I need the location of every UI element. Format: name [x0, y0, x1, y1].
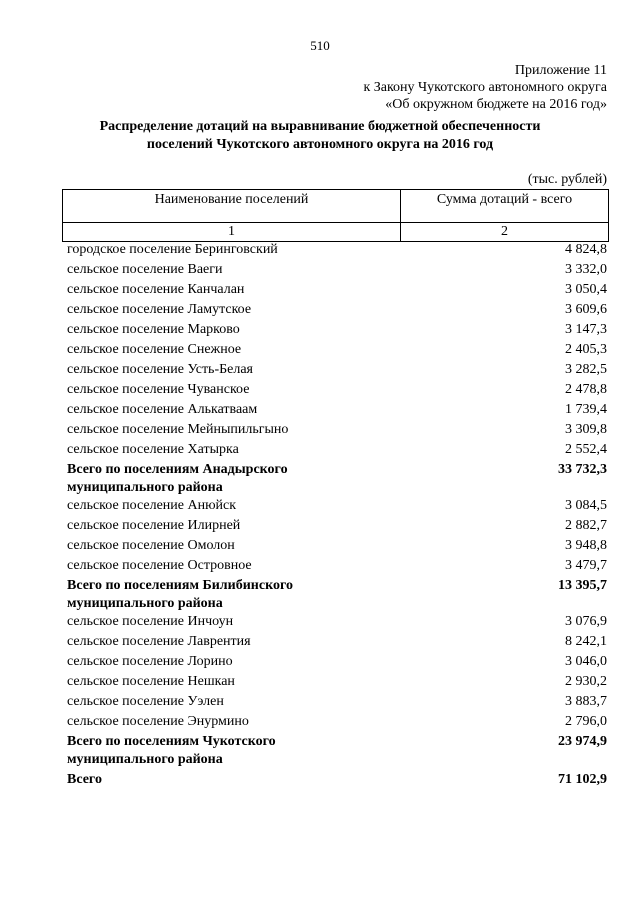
- settlement-name: сельское поселение Илирней: [67, 518, 241, 533]
- subsidy-value: 3 076,9: [565, 614, 607, 629]
- table-row: [67, 633, 607, 653]
- settlement-name: сельское поселение Уэлен: [67, 694, 224, 709]
- settlement-name: сельское поселение Хатырка: [67, 442, 239, 457]
- settlement-name: сельское поселение Энурмино: [67, 714, 249, 729]
- settlement-name: сельское поселение Снежное: [67, 342, 242, 357]
- table-row: [67, 557, 607, 577]
- settlement-name: сельское поселение Чуванское: [67, 382, 250, 397]
- table-row: [67, 421, 607, 441]
- table-row: [67, 693, 607, 713]
- subsidy-value: 13 395,7: [558, 578, 607, 593]
- table-row: [67, 441, 607, 461]
- table-row: [67, 613, 607, 633]
- table-row: [67, 241, 607, 261]
- subsidy-value: 33 732,3: [558, 462, 607, 477]
- table-row: [67, 361, 607, 381]
- title-line-1: Распределение дотаций на выравнивание бюджетной обеспеченности: [99, 119, 541, 134]
- header-settlement-name: Наименование поселений: [63, 190, 401, 223]
- table-row: [67, 497, 607, 517]
- subtotal-row: [67, 461, 607, 497]
- subsidy-value: 4 824,8: [565, 242, 607, 257]
- subsidy-value: 3 147,3: [565, 322, 607, 337]
- table-row: [67, 281, 607, 301]
- subsidy-value: 71 102,9: [558, 772, 607, 787]
- subsidy-value: 2 552,4: [565, 442, 607, 457]
- settlement-name: Всего: [67, 772, 102, 787]
- subsidy-value: 8 242,1: [565, 634, 607, 649]
- settlement-name: сельское поселение Усть-Белая: [67, 362, 253, 377]
- settlement-name: сельское поселение Анюйск: [67, 498, 237, 513]
- subsidy-value: 3 609,6: [565, 302, 607, 317]
- settlement-name: сельское поселение Марково: [67, 322, 240, 337]
- subsidy-value: 3 046,0: [565, 654, 607, 669]
- settlement-name: сельское поселение Ламутское: [67, 302, 252, 317]
- table-row: [67, 713, 607, 733]
- appendix-line-3: «Об окружном бюджете на 2016 год»: [385, 97, 607, 112]
- settlement-name: сельское поселение Канчалан: [67, 282, 245, 297]
- column-number-1: 1: [63, 223, 401, 242]
- settlement-name: сельское поселение Омолон: [67, 538, 235, 553]
- table-row: [67, 381, 607, 401]
- table-header: [62, 189, 609, 242]
- grand-total-row: [67, 771, 607, 791]
- column-number-2: 2: [401, 223, 609, 242]
- page-number: 510: [310, 38, 330, 53]
- settlement-name: сельское поселение Мейныпильгыно: [67, 422, 289, 437]
- subsidy-value: 2 405,3: [565, 342, 607, 357]
- subsidy-value: 3 883,7: [565, 694, 607, 709]
- table-row: [67, 341, 607, 361]
- document-title: [0, 118, 640, 154]
- subtotal-row: [67, 733, 607, 769]
- table-body: [67, 241, 607, 791]
- header-subsidy-total: Сумма дотаций - всего: [401, 190, 609, 223]
- subsidy-value: 1 739,4: [565, 402, 607, 417]
- subsidy-value: 2 930,2: [565, 674, 607, 689]
- settlement-name: городское поселение Беринговский: [67, 242, 278, 257]
- appendix-line-1: Приложение 11: [514, 63, 607, 78]
- units-label: (тыс. рублей): [527, 172, 607, 187]
- subsidy-value: 3 050,4: [565, 282, 607, 297]
- table-row: [67, 673, 607, 693]
- subsidy-value: 3 309,8: [565, 422, 607, 437]
- settlement-name: сельское поселение Островное: [67, 558, 252, 573]
- table-row: [67, 301, 607, 321]
- table-row: [67, 261, 607, 281]
- settlement-name: сельское поселение Ваеги: [67, 262, 223, 277]
- table-row: [67, 401, 607, 421]
- title-line-2: поселений Чукотского автономного округа на 2016 год: [146, 137, 494, 152]
- table-row: [67, 653, 607, 673]
- subsidy-value: 2 796,0: [565, 714, 607, 729]
- subsidy-value: 3 332,0: [565, 262, 607, 277]
- appendix-note: [363, 62, 607, 113]
- appendix-line-2: к Закону Чукотского автономного округа: [363, 80, 607, 95]
- subtotal-row: [67, 577, 607, 613]
- subsidy-value: 3 084,5: [565, 498, 607, 513]
- table-row: [67, 321, 607, 341]
- subsidy-value: 3 282,5: [565, 362, 607, 377]
- subsidy-value: 2 478,8: [565, 382, 607, 397]
- settlement-name: сельское поселение Нешкан: [67, 674, 235, 689]
- settlement-name: Всего по поселениям Билибинского муниципального района: [67, 578, 293, 611]
- settlement-name: сельское поселение Лаврентия: [67, 634, 251, 649]
- subsidy-value: 2 882,7: [565, 518, 607, 533]
- subsidy-value: 3 479,7: [565, 558, 607, 573]
- subsidy-value: 3 948,8: [565, 538, 607, 553]
- subsidy-value: 23 974,9: [558, 734, 607, 749]
- settlement-name: Всего по поселениям Чукотского муниципального района: [67, 734, 276, 767]
- table-row: [67, 537, 607, 557]
- settlement-name: сельское поселение Лорино: [67, 654, 233, 669]
- table-row: [67, 517, 607, 537]
- settlement-name: сельское поселение Инчоун: [67, 614, 234, 629]
- settlement-name: Всего по поселениям Анадырского муниципального района: [67, 462, 288, 495]
- settlement-name: сельское поселение Алькатваам: [67, 402, 258, 417]
